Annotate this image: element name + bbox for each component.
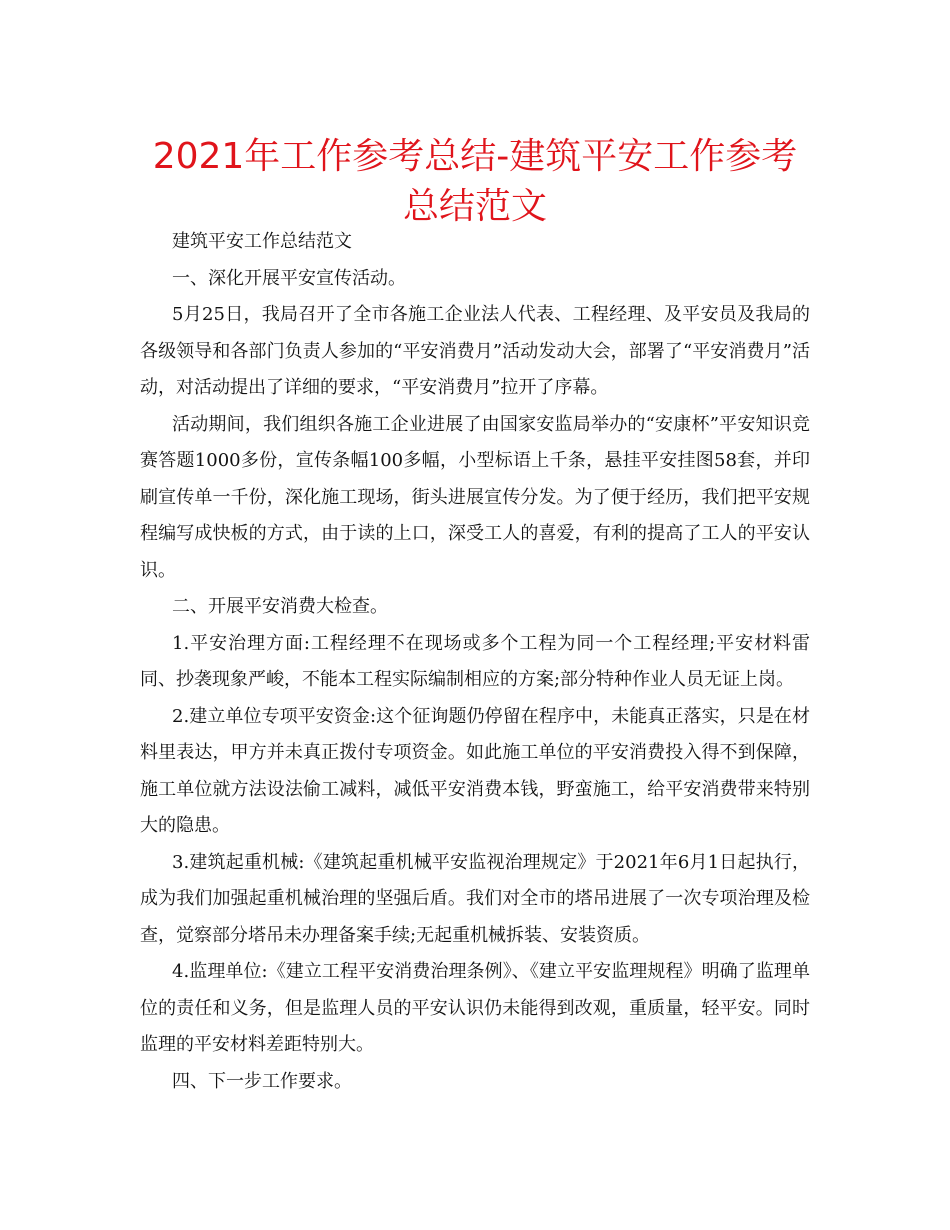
list-item: 4.监理单位:《建立工程平安消费治理条例》、《建立平安监理规程》明确了监理单位的责任和义务，但是监理人员的平安认识仍未能得到改观，重质量，轻平安。同时监理的平安材料差距特别大。 bbox=[140, 961, 810, 1055]
document-body bbox=[140, 224, 810, 1100]
list-item: 2.建立单位专项平安资金:这个征询题仍停留在程序中，未能真正落实，只是在材料里表达，甲方并未真正拨付专项资金。如此施工单位的平安消费投入得不到保障，施工单位就方法设法偷工减料，减低平安消费本钱，野蛮施工，给平安消费带来特别大的隐患。 bbox=[140, 705, 810, 836]
section-heading-4: 四、下一步工作要求。 bbox=[172, 1070, 352, 1092]
paragraph: 5月25日，我局召开了全市各施工企业法人代表、工程经理、及平安员及我局的各级领导和各部门负责人参加的“平安消费月”活动发动大会，部署了“平安消费月”活动，对活动提出了详细的要求，“平安消费月”拉开了序幕。 bbox=[140, 304, 810, 398]
document-title: 2021年工作参考总结-建筑平安工作参考总结范文 bbox=[152, 136, 798, 227]
paragraph-subtitle: 建筑平安工作总结范文 bbox=[172, 231, 352, 252]
section-heading-2: 二、开展平安消费大检查。 bbox=[172, 596, 388, 617]
list-item: 1.平安治理方面:工程经理不在现场或多个工程为同一个工程经理;平安材料雷同、抄袭现象严峻，不能本工程实际编制相应的方案;部分特种作业人员无证上岗。 bbox=[140, 632, 810, 690]
paragraph: 活动期间，我们组织各施工企业进展了由国家安监局举办的“安康杯”平安知识竞赛答题1000多份，宣传条幅100多幅，小型标语上千条，悬挂平安挂图58套，并印刷宣传单一千份，深化施工现场，街头进展宣传分发。为了便于经历，我们把平安规程编写成快板的方式，由于读的上口，深受工人的喜爱，有利的提高了工人的平安认识。 bbox=[140, 413, 810, 581]
section-heading-1: 一、深化开展平安宣传活动。 bbox=[172, 267, 406, 289]
list-item: 3.建筑起重机械:《建筑起重机械平安监视治理规定》于2021年6月1日起执行，成为我们加强起重机械治理的坚强后盾。我们对全市的塔吊进展了一次专项治理及检查，觉察部分塔吊未办理备案手续;无起重机械拆装、安装资质。 bbox=[140, 851, 810, 946]
